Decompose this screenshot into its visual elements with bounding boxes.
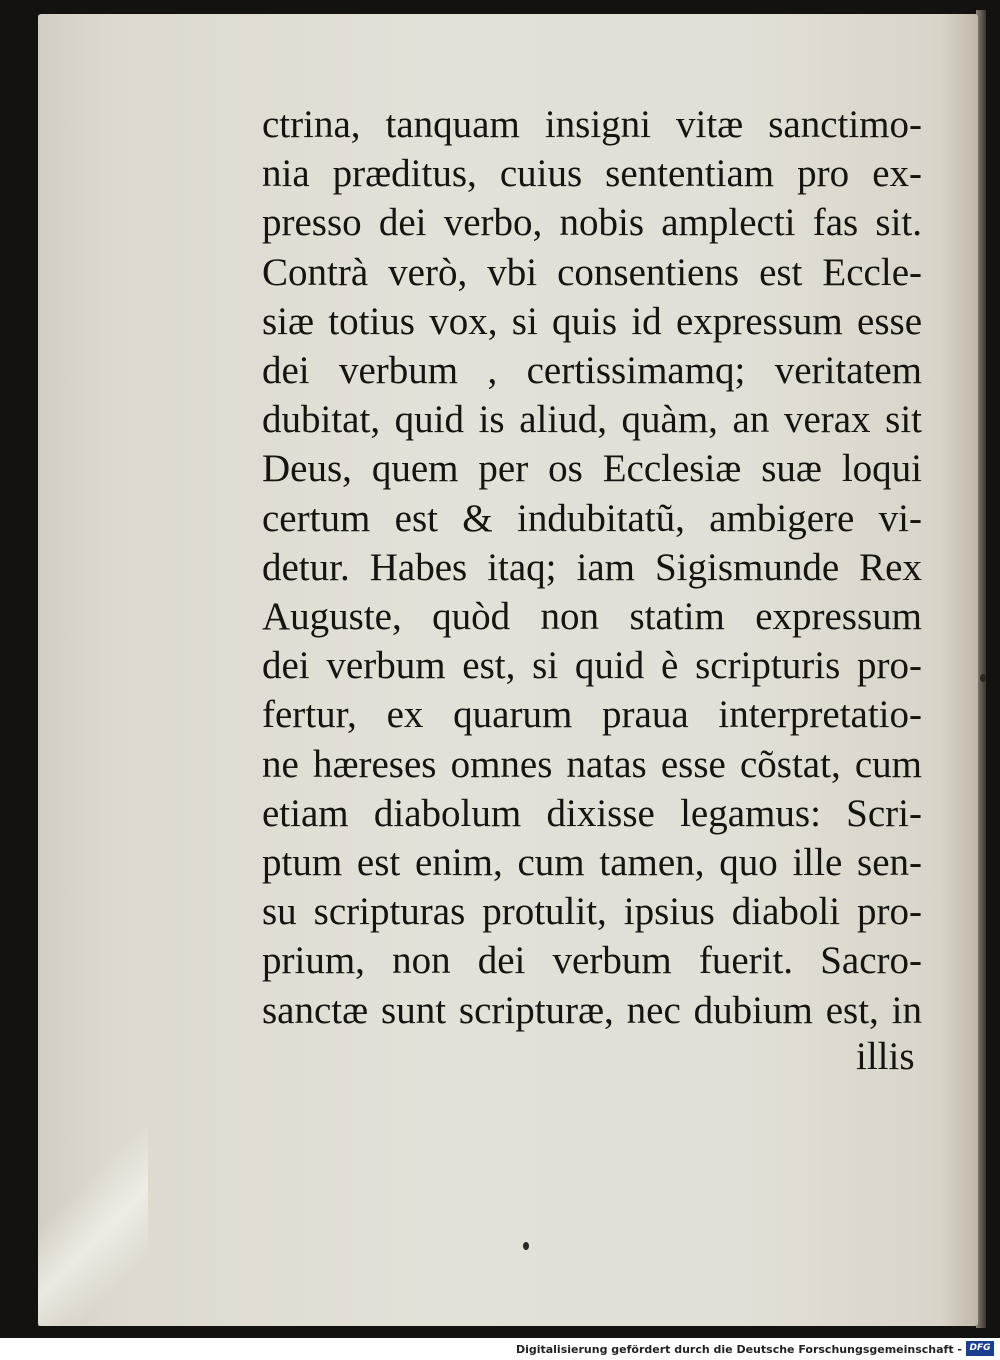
- text-line: dubitat, quid is aliud, quàm, an verax sit: [262, 398, 922, 442]
- text-line: presso dei verbo, nobis amplecti fas sit.: [262, 201, 922, 245]
- funding-credit: Digitalisierung gefördert durch die Deutsche Forschungsgemeinschaft -: [515, 1343, 962, 1356]
- text-line: prium, non dei verbum fuerit. Sacro-: [262, 939, 922, 983]
- text-line: etiam diabolum dixisse legamus: Scri-: [262, 791, 922, 835]
- dfg-logo: DFG: [966, 1341, 994, 1356]
- text-line: Auguste, quòd non statim expressum: [262, 595, 922, 639]
- text-line: nia præditus, cuius sententiam pro ex-: [262, 152, 922, 196]
- text-line: fertur, ex quarum praua interpretatio-: [262, 693, 922, 737]
- footer-bar: [0, 1338, 1000, 1360]
- text-line: certum est & indubitatũ, ambigere vi-: [262, 496, 922, 540]
- page-speck: [523, 1242, 529, 1250]
- catchword: illis: [856, 1035, 915, 1078]
- page-text: [262, 100, 922, 1035]
- text-line: Deus, quem per os Ecclesiæ suæ loqui: [262, 447, 922, 491]
- margin-speck: [980, 674, 986, 682]
- text-line: siæ totius vox, si quis id expressum esse: [262, 299, 922, 343]
- text-line: detur. Habes itaq; iam Sigismunde Rex: [262, 545, 922, 589]
- text-line: sanctæ sunt scripturæ, nec dubium est, in: [262, 988, 922, 1032]
- text-line: Contrà verò, vbi consentiens est Eccle-: [262, 250, 922, 294]
- text-line: su scripturas protulit, ipsius diaboli pro-: [262, 890, 922, 934]
- text-line: ptum est enim, cum tamen, quo ille sen-: [262, 841, 922, 885]
- text-line: dei verbum est, si quid è scripturis pro-: [262, 644, 922, 688]
- page-fold-highlight: [38, 1090, 148, 1326]
- text-line: dei verbum , certissimamq; veritatem: [262, 349, 922, 393]
- text-line: ctrina, tanquam insigni vitæ sanctimo-: [262, 103, 922, 146]
- text-line: ne hæreses omnes natas esse cõstat, cum: [262, 742, 922, 786]
